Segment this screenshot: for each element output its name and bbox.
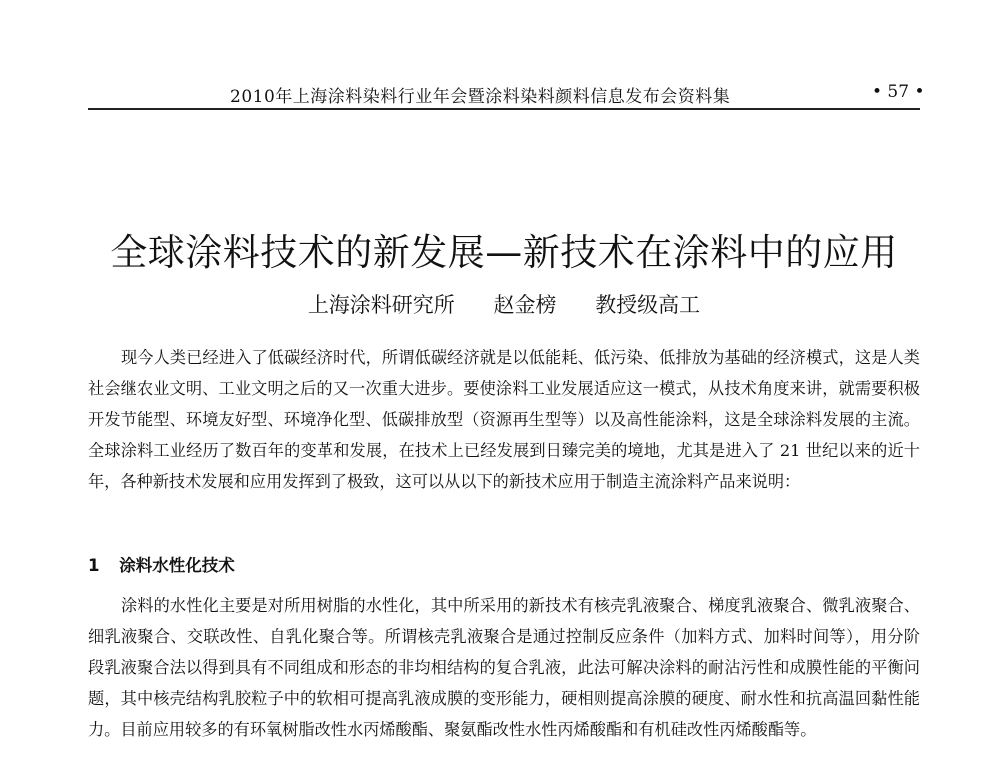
institution: 上海涂料研究所 <box>307 293 455 317</box>
page-number: • 57 • <box>872 82 925 102</box>
article-title: 全球涂料技术的新发展—新技术在涂料中的应用 <box>110 231 898 274</box>
section-paragraph: 涂料的水性化主要是对所用树脂的水性化，其中所采用的新技术有核壳乳液聚合、梯度乳液聚合、微乳液聚合、细乳液聚合、交联改性、自乳化聚合等。所谓核壳乳液聚合是通过控制反应条件（加料方式、加料时间等），用分阶段乳液聚合法以得到具有不同组成和形态的非均相结构的复合乳液，此法可解决涂料的耐沾污性和成膜性能的平衡问题，其中核壳结构乳胶粒子中的软相可提高乳液成膜的变形能力，硬相则提高涂膜的硬度、耐水性和抗高温回黏性能力。目前应用较多的有环氧树脂改性水丙烯酸酯、聚氨酯改性水性丙烯酸酯和有机硅改性丙烯酸酯等。 <box>88 596 920 739</box>
author: 赵金榜 <box>493 293 557 317</box>
author-position: 教授级高工 <box>595 293 701 317</box>
section-number: 1 <box>88 556 100 575</box>
intro-paragraph: 现今人类已经进入了低碳经济时代，所谓低碳经济就是以低能耗、低污染、低排放为基础的经济模式，这是人类社会继农业文明、工业文明之后的又一次重大进步。要使涂料工业发展适应这一模式，从技术角度来讲，就需要积极开发节能型、环境友好型、环境净化型、低碳排放型（资源再生型等）以及高性能涂料，这是全球涂料发展的主流。全球涂料工业经历了数百年的变革和发展，在技术上已经发展到日臻完美的境地，尤其是进入了 21 世纪以来的近十年，各种新技术发展和应用发挥到了极致，这可以从以下的新技术应用于制造主流涂料产品来说明： <box>88 348 920 491</box>
section-title: 涂料水性化技术 <box>119 556 235 575</box>
section-heading <box>88 552 235 576</box>
running-head: 2010年上海涂料染料行业年会暨涂料染料颜料信息发布会资料集 <box>230 87 731 107</box>
byline <box>88 289 920 319</box>
